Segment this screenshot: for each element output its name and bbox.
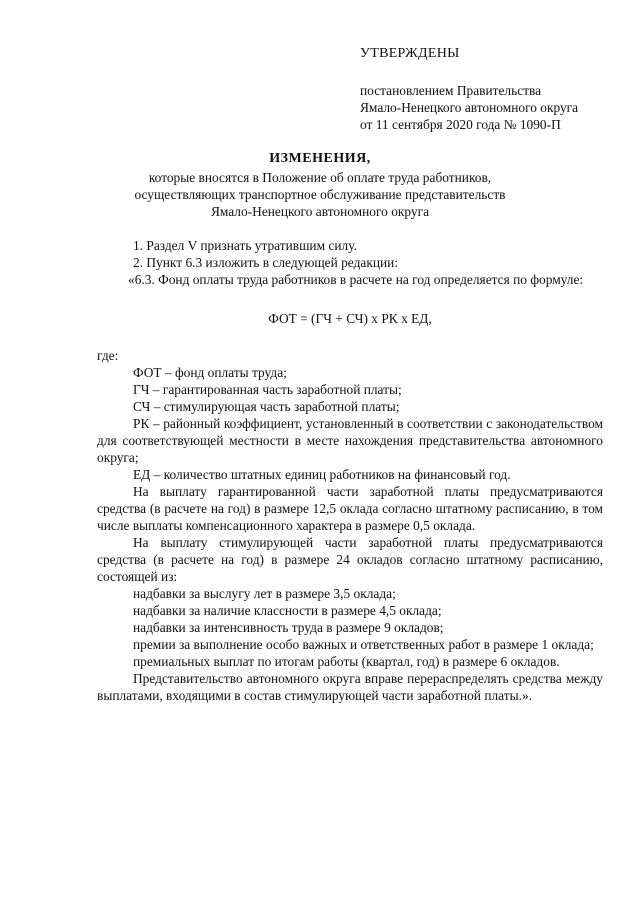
approval-title: УТВЕРЖДЕНЫ: [360, 46, 460, 61]
document-body: [97, 237, 603, 704]
heading-line: осуществляющих транспортное обслуживание представительств: [134, 187, 506, 202]
item-1: 1. Раздел V признать утратившим силу.: [133, 238, 357, 253]
formula: ФОТ = (ГЧ + СЧ) х РК х ЕД,: [268, 311, 432, 326]
definition-sch: СЧ – стимулирующая часть заработной платы;: [133, 399, 400, 414]
approval-line: от 11 сентября 2020 года № 1090-П: [360, 117, 561, 132]
definition-ed: ЕД – количество штатных единиц работников на финансовый год.: [133, 467, 511, 482]
stimulating-part-paragraph: На выплату стимулирующей части заработной платы предусматриваются средства (в расчете на год) в размере 24 окладов согласно штатному расписанию, состоящей из:: [97, 535, 603, 584]
approval-line: постановлением Правительства: [360, 83, 542, 98]
approval-stamp: [360, 45, 630, 133]
definition-gch: ГЧ – гарантированная часть заработной платы;: [133, 382, 402, 397]
definition-fot: ФОТ – фонд оплаты труда;: [133, 365, 287, 380]
guaranteed-part-paragraph: На выплату гарантированной части заработной платы предусматриваются средства (в расчете на год) в размере 12,5 оклада согласно штатному расписанию, в том числе выплаты компенсационного характера в размере 0,5 оклада.: [97, 484, 603, 533]
item-2: 2. Пункт 6.3 изложить в следующей редакции:: [133, 255, 399, 270]
definition-rk: РК – районный коэффициент, установленный в соответствии с законодательством для соответствующей местности в месте нахождения представительства автономного округа;: [97, 416, 603, 465]
component-intensity: надбавки за интенсивность труда в размере 9 окладов;: [133, 620, 444, 635]
item-6-3: «6.3. Фонд оплаты труда работников в расчете на год определяется по формуле:: [128, 272, 584, 287]
component-seniority: надбавки за выслугу лет в размере 3,5 оклада;: [133, 586, 396, 601]
component-important-work: премии за выполнение особо важных и ответственных работ в размере 1 оклада;: [133, 637, 594, 652]
final-paragraph: Представительство автономного округа вправе перераспределять средства между выплатами, входящими в состав стимулирующей части заработной платы.».: [97, 671, 603, 703]
approval-line: Ямало-Ненецкого автономного округа: [360, 100, 579, 115]
heading-line: которые вносятся в Положение об оплате труда работников,: [148, 170, 492, 185]
component-bonus: премиальных выплат по итогам работы (квартал, год) в размере 6 окладов.: [133, 654, 560, 669]
where-label: где:: [97, 348, 119, 363]
document-title: ИЗМЕНЕНИЯ,: [269, 151, 371, 166]
heading-line: Ямало-Ненецкого автономного округа: [210, 204, 430, 219]
document-heading: [0, 150, 640, 220]
component-class: надбавки за наличие классности в размере 4,5 оклада;: [133, 603, 442, 618]
